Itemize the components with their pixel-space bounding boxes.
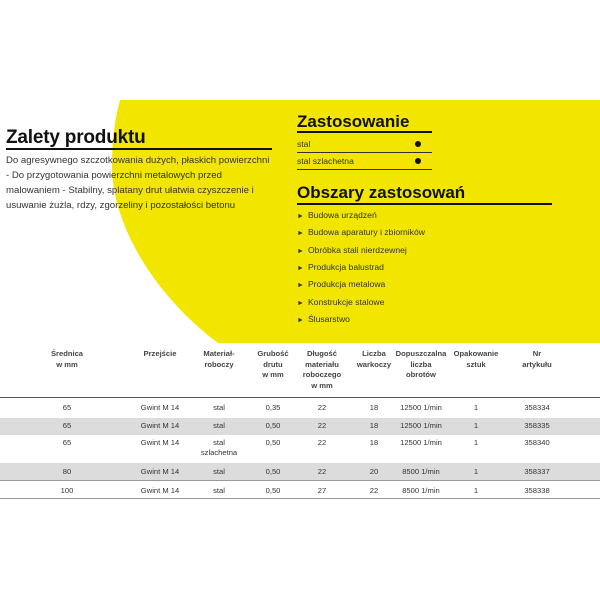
table-cell	[37, 438, 97, 448]
dot-icon	[415, 141, 421, 147]
table-cell	[388, 403, 454, 413]
table-cell-line: 1	[473, 438, 479, 447]
table-cell-line: 80	[62, 467, 72, 476]
table-cell-line: 358337	[524, 467, 550, 476]
table-cell	[297, 467, 347, 477]
column-header-line: Średnica	[50, 349, 84, 358]
column-header-line: roboczy	[204, 359, 234, 369]
column-header	[446, 349, 506, 370]
table-cell	[297, 403, 347, 413]
table-cell-line: 100	[60, 486, 74, 495]
table-cell-line: 8500 1/min	[402, 486, 440, 495]
table-bottom-divider	[0, 498, 600, 499]
table-cell-line: 0,50	[265, 421, 281, 430]
applications-divider	[297, 131, 432, 133]
table-cell-line: szlachetna	[200, 448, 238, 457]
table-cell-line: 65	[62, 421, 72, 430]
column-header-line: Długość	[307, 349, 337, 358]
bullet-arrow-icon: ►	[297, 213, 304, 220]
table-cell	[194, 438, 244, 458]
applications-title: Zastosowanie	[297, 112, 410, 131]
table-cell	[253, 403, 293, 413]
column-header	[125, 349, 195, 360]
table-cell	[253, 438, 293, 448]
table-cell	[194, 403, 244, 413]
table-cell-line: Gwint M 14	[140, 421, 180, 430]
row-divider	[297, 169, 432, 170]
table-cell	[37, 467, 97, 477]
table-cell	[509, 438, 565, 448]
application-label: stal szlachetna	[297, 156, 354, 166]
table-cell	[446, 421, 506, 431]
table-cell	[253, 486, 293, 496]
table-cell	[509, 486, 565, 496]
column-header-line: Dopuszczalna	[395, 349, 447, 358]
table-cell	[253, 467, 293, 477]
table-cell-line: 12500 1/min	[400, 421, 442, 430]
table-cell	[388, 486, 454, 496]
column-header	[297, 349, 347, 391]
table-row-divider	[0, 480, 600, 481]
table-cell-line: 358340	[524, 438, 550, 447]
table-cell-line: 22	[317, 467, 327, 476]
table-cell-line: 18	[369, 421, 379, 430]
table-cell-line: 20	[369, 467, 379, 476]
application-area-item	[297, 210, 377, 220]
table-cell	[37, 421, 97, 431]
column-header-line: Przejście	[143, 349, 177, 358]
product-advantages-title: Zalety produktu	[6, 127, 146, 148]
table-cell-line: 22	[317, 403, 327, 412]
application-area-item	[297, 262, 384, 272]
table-cell-line: 65	[62, 438, 72, 447]
table-cell-line: stal	[213, 403, 225, 412]
table-cell	[446, 403, 506, 413]
column-header-line: Liczba	[362, 349, 386, 358]
column-header	[194, 349, 244, 370]
application-label: stal	[297, 139, 311, 149]
table-cell-line: 1	[473, 421, 479, 430]
bullet-arrow-icon: ►	[297, 282, 304, 290]
dot-icon	[415, 158, 421, 164]
column-header	[509, 349, 565, 370]
table-cell	[388, 421, 454, 431]
application-area-label: Produkcja metalowa	[307, 279, 386, 290]
column-header-line: w mm	[262, 370, 284, 379]
table-cell-line: 0,50	[265, 486, 281, 495]
table-cell	[297, 486, 347, 496]
table-cell	[509, 403, 565, 413]
table-cell	[509, 467, 565, 477]
table-cell-line: Gwint M 14	[140, 403, 180, 412]
application-area-label: Konstrukcje stalowe	[307, 296, 385, 307]
table-cell-line: 1	[473, 403, 479, 412]
table-cell-line: 22	[369, 486, 379, 495]
application-area-item	[297, 245, 407, 255]
application-area-label: Budowa urządzeń	[307, 210, 377, 220]
bullet-arrow-icon: ►	[297, 230, 304, 238]
table-cell	[253, 421, 293, 431]
table-cell-line: 358338	[524, 486, 550, 495]
application-row-steel	[297, 136, 432, 153]
application-area-label: Produkcja balustrad	[307, 261, 384, 272]
application-areas-title: Obszary zastosowań	[297, 183, 466, 202]
table-cell-line: 65	[62, 403, 72, 412]
column-header	[253, 349, 293, 381]
column-header-line: liczba	[410, 359, 432, 369]
table-cell-line: 1	[473, 467, 479, 476]
table-cell-line: 18	[369, 438, 379, 447]
application-area-item	[297, 314, 350, 324]
table-cell	[446, 438, 506, 448]
column-header-line: warkoczy	[356, 359, 392, 369]
table-cell-line: Gwint M 14	[140, 467, 180, 476]
product-advantages-divider	[6, 148, 272, 150]
application-areas-divider	[297, 203, 552, 205]
table-cell	[297, 421, 347, 431]
table-cell-line: 0,50	[265, 438, 281, 447]
table-cell	[37, 486, 97, 496]
table-cell-line: 1	[473, 486, 479, 495]
table-cell	[194, 421, 244, 431]
table-cell-line: Gwint M 14	[140, 438, 180, 447]
table-cell-line: 358335	[524, 421, 550, 430]
column-header	[388, 349, 454, 381]
application-area-item	[297, 279, 385, 289]
table-cell	[125, 403, 195, 413]
product-advantages-description: Do agresywnego szczotkowania dużych, płaskich powierzchni - Do przygotowania powierzchni metalowych przed malowaniem - Stabilny, splatany drut ułatwia czyszczenie i usuwanie żużla, rdzy, zgorzeliny i pozostałości betonu	[6, 155, 270, 211]
column-header-line: roboczego	[302, 370, 342, 379]
table-cell	[37, 403, 97, 413]
table-cell	[125, 438, 195, 448]
table-cell	[125, 467, 195, 477]
column-header-line: w mm	[56, 359, 78, 369]
column-header-line: sztuk	[466, 359, 486, 369]
table-cell	[194, 486, 244, 496]
column-header-line: Grubość	[257, 349, 289, 358]
table-cell	[297, 438, 347, 448]
application-area-label: Ślusarstwo	[307, 313, 350, 324]
table-cell	[446, 486, 506, 496]
table-cell-line: 12500 1/min	[400, 438, 442, 447]
application-area-label: Budowa aparatury i zbiorników	[307, 227, 425, 238]
table-cell	[125, 486, 195, 496]
column-header-line: materiału	[305, 359, 339, 369]
application-area-label: Obróbka stali nierdzewnej	[307, 244, 407, 255]
bullet-arrow-icon: ►	[297, 299, 304, 307]
column-header-line: artykułu	[522, 359, 552, 369]
column-header-line: Nr	[532, 349, 542, 358]
column-header-line: Materiał-	[203, 349, 235, 358]
table-cell-line: stal	[213, 486, 225, 495]
table-cell	[388, 467, 454, 477]
column-header	[37, 349, 97, 370]
table-cell	[125, 421, 195, 431]
table-cell-line: 12500 1/min	[400, 403, 442, 412]
table-cell-line: 22	[317, 421, 327, 430]
table-cell	[194, 467, 244, 477]
column-header-line: drutu	[263, 359, 283, 369]
table-cell-line: 22	[317, 438, 327, 447]
column-header-line: obrotów	[406, 370, 436, 379]
table-header-divider	[0, 397, 600, 398]
table-cell-line: 0,35	[265, 403, 281, 412]
table-cell-line: Gwint M 14	[140, 486, 180, 495]
application-area-item	[297, 227, 425, 237]
table-cell-line: 358334	[524, 403, 550, 412]
table-cell-line: 18	[369, 403, 379, 412]
column-header-line: w mm	[311, 380, 333, 390]
table-cell-line: 0,50	[265, 467, 281, 476]
bullet-arrow-icon: ►	[297, 264, 304, 272]
table-cell-line: stal	[213, 421, 225, 430]
application-row-stainless-steel	[297, 153, 432, 170]
table-cell-line: 8500 1/min	[402, 467, 440, 476]
table-cell-line: stal	[213, 438, 225, 447]
table-cell-line: stal	[213, 467, 225, 476]
table-cell	[446, 467, 506, 477]
column-header-line: Opakowanie	[453, 349, 499, 358]
table-cell-line: 27	[317, 486, 327, 495]
bullet-arrow-icon: ►	[297, 247, 304, 255]
table-cell	[388, 438, 454, 448]
bullet-arrow-icon: ►	[297, 316, 304, 324]
application-area-item	[297, 297, 384, 307]
table-cell	[509, 421, 565, 431]
